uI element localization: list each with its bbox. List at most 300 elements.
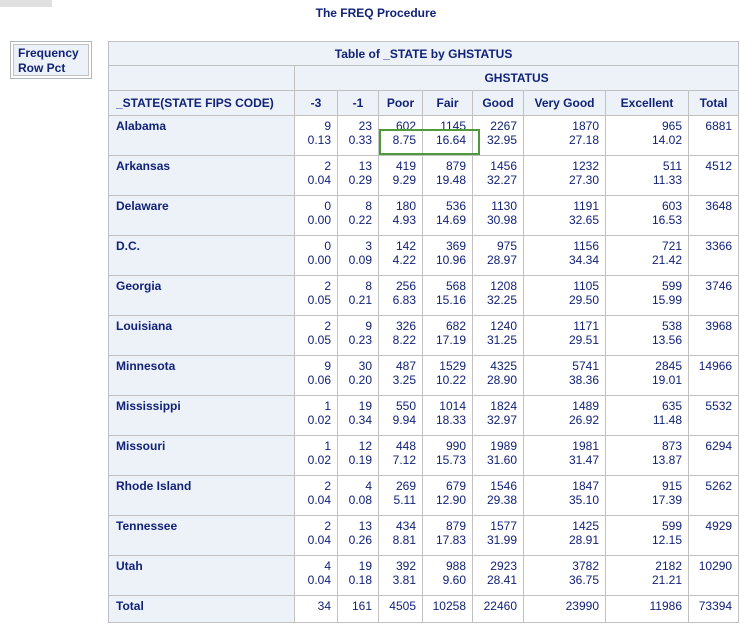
table-cell: [338, 436, 379, 476]
table-cell: [379, 236, 423, 276]
frequency-value: 603: [661, 199, 682, 213]
frequency-value: 879: [445, 519, 466, 533]
table-cell: [423, 236, 473, 276]
table-cell: [379, 156, 423, 196]
column-header: Fair: [423, 91, 473, 116]
frequency-value: 599: [661, 519, 682, 533]
table-row: [109, 116, 739, 156]
row-pct-value: 14.69: [435, 213, 466, 227]
table-cell: [423, 116, 473, 156]
row-total: 6881: [689, 116, 739, 156]
row-pct-value: 19.48: [435, 173, 466, 187]
state-label: Missouri: [109, 436, 295, 476]
row-pct-value: 17.83: [435, 533, 466, 547]
frequency-value: 5741: [572, 359, 599, 373]
table-cell: [338, 196, 379, 236]
total-row: [109, 596, 739, 623]
row-pct-value: 13.87: [651, 453, 682, 467]
row-total: 3366: [689, 236, 739, 276]
state-label: Georgia: [109, 276, 295, 316]
frequency-value: 682: [445, 319, 466, 333]
frequency-value: 3782: [572, 559, 599, 573]
frequency-value: 2182: [655, 559, 682, 573]
table-cell: [295, 516, 338, 556]
frequency-value: 536: [445, 199, 466, 213]
table-cell: [295, 356, 338, 396]
legend-row-pct: Row Pct: [18, 61, 66, 75]
row-total: 3648: [689, 196, 739, 236]
table-row: [109, 276, 739, 316]
table-cell: [423, 276, 473, 316]
frequency-value: 4325: [490, 359, 517, 373]
frequency-value: 0: [324, 199, 331, 213]
table-cell: [606, 196, 689, 236]
table-cell: [524, 396, 606, 436]
table-cell: [423, 356, 473, 396]
table-cell: [606, 316, 689, 356]
frequency-value: 0: [324, 239, 331, 253]
table-cell: [379, 516, 423, 556]
table-cell: [423, 476, 473, 516]
frequency-value: 1105: [573, 279, 599, 293]
table-cell: [473, 516, 524, 556]
row-pct-value: 17.39: [651, 493, 682, 507]
row-pct-value: 14.02: [651, 133, 682, 147]
table-cell: [379, 396, 423, 436]
state-label: Alabama: [109, 116, 295, 156]
row-pct-value: 0.04: [307, 173, 331, 187]
row-pct-value: 9.94: [392, 413, 416, 427]
frequency-value: 1529: [439, 359, 466, 373]
row-pct-value: 9.29: [392, 173, 416, 187]
frequency-value: 1171: [573, 319, 599, 333]
frequency-value: 3: [365, 239, 372, 253]
table-cell: [379, 556, 423, 596]
table-cell: [606, 156, 689, 196]
table-cell: [473, 476, 524, 516]
row-pct-value: 0.34: [348, 413, 372, 427]
column-total: 23990: [524, 596, 606, 623]
frequency-value: 550: [395, 399, 416, 413]
table-row: [109, 156, 739, 196]
row-pct-value: 0.06: [307, 373, 331, 387]
table-cell: [473, 556, 524, 596]
frequency-value: 2: [324, 279, 331, 293]
table-cell: [379, 196, 423, 236]
table-cell: [524, 316, 606, 356]
table-cell: [423, 556, 473, 596]
table-title: Table of _STATE by GHSTATUS: [109, 42, 739, 66]
table-cell: [524, 276, 606, 316]
frequency-value: 9: [324, 119, 331, 133]
frequency-value: 392: [395, 559, 416, 573]
table-cell: [338, 516, 379, 556]
table-cell: [423, 316, 473, 356]
procedure-title: The FREQ Procedure: [315, 6, 437, 20]
frequency-value: 326: [395, 319, 416, 333]
table-cell: [524, 236, 606, 276]
row-total: 4512: [689, 156, 739, 196]
frequency-value: 1824: [490, 399, 517, 413]
frequency-value: 2267: [490, 119, 517, 133]
frequency-value: 13: [358, 159, 372, 173]
row-pct-value: 21.42: [651, 253, 682, 267]
row-pct-value: 11.33: [652, 173, 682, 187]
row-pct-value: 0.00: [307, 253, 331, 267]
crosstab-table: [108, 41, 739, 623]
table-cell: [473, 396, 524, 436]
frequency-value: 538: [661, 319, 682, 333]
table-cell: [606, 116, 689, 156]
frequency-value: 4: [365, 479, 372, 493]
table-cell: [379, 116, 423, 156]
frequency-value: 1191: [573, 199, 599, 213]
table-cell: [295, 156, 338, 196]
frequency-value: 1847: [572, 479, 599, 493]
column-header: -1: [338, 91, 379, 116]
frequency-value: 2: [324, 479, 331, 493]
row-pct-value: 28.97: [486, 253, 517, 267]
row-pct-value: 0.13: [307, 133, 331, 147]
row-pct-value: 0.04: [307, 533, 331, 547]
table-cell: [473, 236, 524, 276]
table-cell: [379, 356, 423, 396]
row-pct-value: 28.91: [568, 533, 599, 547]
row-pct-value: 0.08: [348, 493, 372, 507]
frequency-value: 142: [395, 239, 416, 253]
table-cell: [338, 556, 379, 596]
table-row: [109, 476, 739, 516]
row-total: 3746: [689, 276, 739, 316]
cell-contents-legend: [10, 41, 92, 79]
frequency-value: 990: [445, 439, 466, 453]
frequency-value: 1870: [572, 119, 599, 133]
table-cell: [295, 316, 338, 356]
frequency-value: 915: [661, 479, 682, 493]
frequency-value: 1232: [572, 159, 599, 173]
table-cell: [295, 236, 338, 276]
row-pct-value: 31.47: [568, 453, 599, 467]
row-pct-value: 0.02: [307, 453, 331, 467]
row-pct-value: 9.60: [442, 573, 466, 587]
frequency-value: 19: [358, 559, 372, 573]
frequency-value: 419: [395, 159, 416, 173]
row-pct-value: 0.20: [348, 373, 372, 387]
row-pct-value: 15.99: [651, 293, 682, 307]
row-pct-value: 32.27: [486, 173, 517, 187]
frequency-value: 511: [662, 159, 682, 173]
table-row: [109, 556, 739, 596]
state-label: Delaware: [109, 196, 295, 236]
row-pct-value: 13.56: [651, 333, 682, 347]
row-pct-value: 8.22: [392, 333, 416, 347]
table-cell: [473, 196, 524, 236]
table-cell: [473, 156, 524, 196]
column-header: Poor: [379, 91, 423, 116]
frequency-value: 721: [661, 239, 682, 253]
frequency-value: 13: [358, 519, 372, 533]
column-total: 73394: [689, 596, 739, 623]
row-pct-value: 3.25: [392, 373, 416, 387]
table-cell: [338, 356, 379, 396]
row-total: 14966: [689, 356, 739, 396]
table-cell: [338, 156, 379, 196]
row-pct-value: 0.33: [348, 133, 372, 147]
table-cell: [295, 196, 338, 236]
frequency-value: 1456: [490, 159, 517, 173]
frequency-value: 448: [395, 439, 416, 453]
table-cell: [524, 156, 606, 196]
row-pct-value: 0.29: [348, 173, 372, 187]
row-total: 4929: [689, 516, 739, 556]
table-cell: [423, 436, 473, 476]
frequency-value: 2: [324, 159, 331, 173]
frequency-value: 369: [445, 239, 466, 253]
column-header: Good: [473, 91, 524, 116]
row-pct-value: 34.34: [568, 253, 599, 267]
row-pct-value: 0.02: [307, 413, 331, 427]
row-pct-value: 28.41: [486, 573, 517, 587]
row-pct-value: 18.33: [435, 413, 466, 427]
frequency-value: 988: [445, 559, 466, 573]
table-cell: [423, 196, 473, 236]
row-pct-value: 16.64: [435, 133, 466, 147]
row-pct-value: 4.93: [392, 213, 416, 227]
group-header: GHSTATUS: [295, 66, 739, 91]
row-pct-value: 0.09: [348, 253, 372, 267]
row-pct-value: 29.51: [568, 333, 599, 347]
table-cell: [606, 236, 689, 276]
table-cell: [338, 236, 379, 276]
table-row: [109, 396, 739, 436]
frequency-value: 4: [324, 559, 331, 573]
column-total: 10258: [423, 596, 473, 623]
table-cell: [379, 316, 423, 356]
frequency-value: 1981: [572, 439, 599, 453]
state-label: D.C.: [109, 236, 295, 276]
state-label: Mississippi: [109, 396, 295, 436]
table-cell: [423, 516, 473, 556]
frequency-value: 1130: [491, 199, 517, 213]
row-pct-value: 32.97: [486, 413, 517, 427]
table-cell: [606, 356, 689, 396]
frequency-value: 180: [395, 199, 416, 213]
table-cell: [524, 476, 606, 516]
frequency-value: 1: [324, 399, 331, 413]
row-pct-value: 31.25: [486, 333, 517, 347]
row-pct-value: 3.81: [392, 573, 416, 587]
table-cell: [423, 156, 473, 196]
row-pct-value: 29.50: [568, 293, 599, 307]
frequency-value: 568: [445, 279, 466, 293]
table-cell: [295, 436, 338, 476]
row-pct-value: 0.00: [307, 213, 331, 227]
row-pct-value: 32.25: [486, 293, 517, 307]
frequency-value: 975: [496, 239, 517, 253]
row-pct-value: 16.53: [651, 213, 682, 227]
row-pct-value: 21.21: [651, 573, 682, 587]
row-pct-value: 27.30: [568, 173, 599, 187]
frequency-value: 8: [365, 279, 372, 293]
column-total: 161: [338, 596, 379, 623]
frequency-value: 30: [358, 359, 372, 373]
frequency-value: 2923: [490, 559, 517, 573]
row-pct-value: 0.26: [348, 533, 372, 547]
frequency-value: 1145: [440, 119, 466, 133]
column-header: -3: [295, 91, 338, 116]
frequency-value: 12: [358, 439, 372, 453]
state-label: Minnesota: [109, 356, 295, 396]
frequency-value: 1240: [490, 319, 517, 333]
legend-frequency: Frequency: [18, 46, 79, 60]
row-pct-value: 0.18: [348, 573, 372, 587]
frequency-value: 1208: [490, 279, 517, 293]
table-cell: [295, 556, 338, 596]
column-total: 4505: [379, 596, 423, 623]
table-cell: [338, 116, 379, 156]
row-pct-value: 29.38: [486, 493, 517, 507]
frequency-value: 1156: [573, 239, 599, 253]
row-pct-value: 31.99: [486, 533, 517, 547]
row-pct-value: 17.19: [435, 333, 466, 347]
frequency-value: 23: [358, 119, 372, 133]
table-cell: [524, 436, 606, 476]
frequency-value: 269: [395, 479, 416, 493]
table-row: [109, 236, 739, 276]
column-total: 34: [295, 596, 338, 623]
row-pct-value: 10.96: [435, 253, 466, 267]
state-label: Utah: [109, 556, 295, 596]
frequency-value: 965: [661, 119, 682, 133]
row-pct-value: 36.75: [568, 573, 599, 587]
table-cell: [379, 436, 423, 476]
frequency-value: 1: [324, 439, 331, 453]
row-pct-value: 12.90: [435, 493, 466, 507]
state-label: Tennessee: [109, 516, 295, 556]
frequency-value: 879: [445, 159, 466, 173]
table-cell: [606, 276, 689, 316]
table-cell: [379, 276, 423, 316]
table-cell: [524, 516, 606, 556]
table-cell: [338, 396, 379, 436]
table-cell: [524, 116, 606, 156]
table-cell: [606, 476, 689, 516]
table-cell: [524, 196, 606, 236]
table-cell: [295, 396, 338, 436]
row-total: 5262: [689, 476, 739, 516]
frequency-value: 1546: [490, 479, 517, 493]
table-cell: [606, 556, 689, 596]
row-pct-value: 8.75: [392, 133, 416, 147]
row-variable-header: _STATE(STATE FIPS CODE): [109, 91, 295, 116]
state-label: Louisiana: [109, 316, 295, 356]
row-pct-value: 35.10: [568, 493, 599, 507]
state-label: Rhode Island: [109, 476, 295, 516]
column-total: 22460: [473, 596, 524, 623]
frequency-value: 256: [395, 279, 416, 293]
row-pct-value: 6.83: [392, 293, 416, 307]
frequency-value: 2: [324, 519, 331, 533]
table-row: [109, 196, 739, 236]
frequency-value: 9: [365, 319, 372, 333]
table-cell: [295, 276, 338, 316]
row-pct-value: 27.18: [568, 133, 599, 147]
row-pct-value: 15.16: [435, 293, 466, 307]
table-cell: [338, 316, 379, 356]
total-label: Total: [109, 596, 295, 623]
row-total: 10290: [689, 556, 739, 596]
frequency-value: 873: [661, 439, 682, 453]
row-pct-value: 32.65: [568, 213, 599, 227]
frequency-value: 1989: [490, 439, 517, 453]
frequency-value: 2845: [655, 359, 682, 373]
frequency-value: 1014: [439, 399, 466, 413]
table-cell: [473, 316, 524, 356]
row-pct-value: 0.21: [348, 293, 372, 307]
table-row: [109, 356, 739, 396]
frequency-value: 434: [395, 519, 416, 533]
row-pct-value: 19.01: [651, 373, 682, 387]
table-cell: [423, 396, 473, 436]
frequency-value: 599: [661, 279, 682, 293]
row-pct-value: 0.19: [348, 453, 372, 467]
row-pct-value: 7.12: [392, 453, 416, 467]
table-cell: [606, 436, 689, 476]
frequency-value: 1489: [572, 399, 599, 413]
column-total: 11986: [606, 596, 689, 623]
row-pct-value: 0.04: [307, 573, 331, 587]
table-row: [109, 516, 739, 556]
table-cell: [473, 356, 524, 396]
frequency-value: 487: [395, 359, 416, 373]
row-pct-value: 30.98: [486, 213, 517, 227]
frequency-value: 1577: [490, 519, 517, 533]
row-pct-value: 5.11: [393, 493, 416, 507]
table-cell: [524, 556, 606, 596]
row-pct-value: 12.15: [651, 533, 682, 547]
row-pct-value: 0.04: [307, 493, 331, 507]
row-pct-value: 31.60: [486, 453, 517, 467]
row-pct-value: 4.22: [392, 253, 416, 267]
row-total: 3968: [689, 316, 739, 356]
frequency-value: 19: [358, 399, 372, 413]
frequency-value: 602: [395, 119, 416, 133]
frequency-value: 635: [661, 399, 682, 413]
row-total: 5532: [689, 396, 739, 436]
table-cell: [338, 476, 379, 516]
row-pct-value: 38.36: [568, 373, 599, 387]
row-pct-value: 32.95: [486, 133, 517, 147]
row-pct-value: 0.05: [307, 293, 331, 307]
row-pct-value: 0.22: [348, 213, 372, 227]
table-row: [109, 436, 739, 476]
table-cell: [379, 476, 423, 516]
row-pct-value: 26.92: [568, 413, 599, 427]
table-cell: [295, 116, 338, 156]
frequency-value: 1425: [572, 519, 599, 533]
row-pct-value: 0.05: [307, 333, 331, 347]
row-pct-value: 11.48: [652, 413, 682, 427]
column-header: Very Good: [524, 91, 606, 116]
table-cell: [606, 516, 689, 556]
row-pct-value: 0.23: [348, 333, 372, 347]
table-cell: [473, 436, 524, 476]
frequency-value: 2: [324, 319, 331, 333]
frequency-value: 679: [445, 479, 466, 493]
row-pct-value: 28.90: [486, 373, 517, 387]
row-total: 6294: [689, 436, 739, 476]
table-row: [109, 316, 739, 356]
